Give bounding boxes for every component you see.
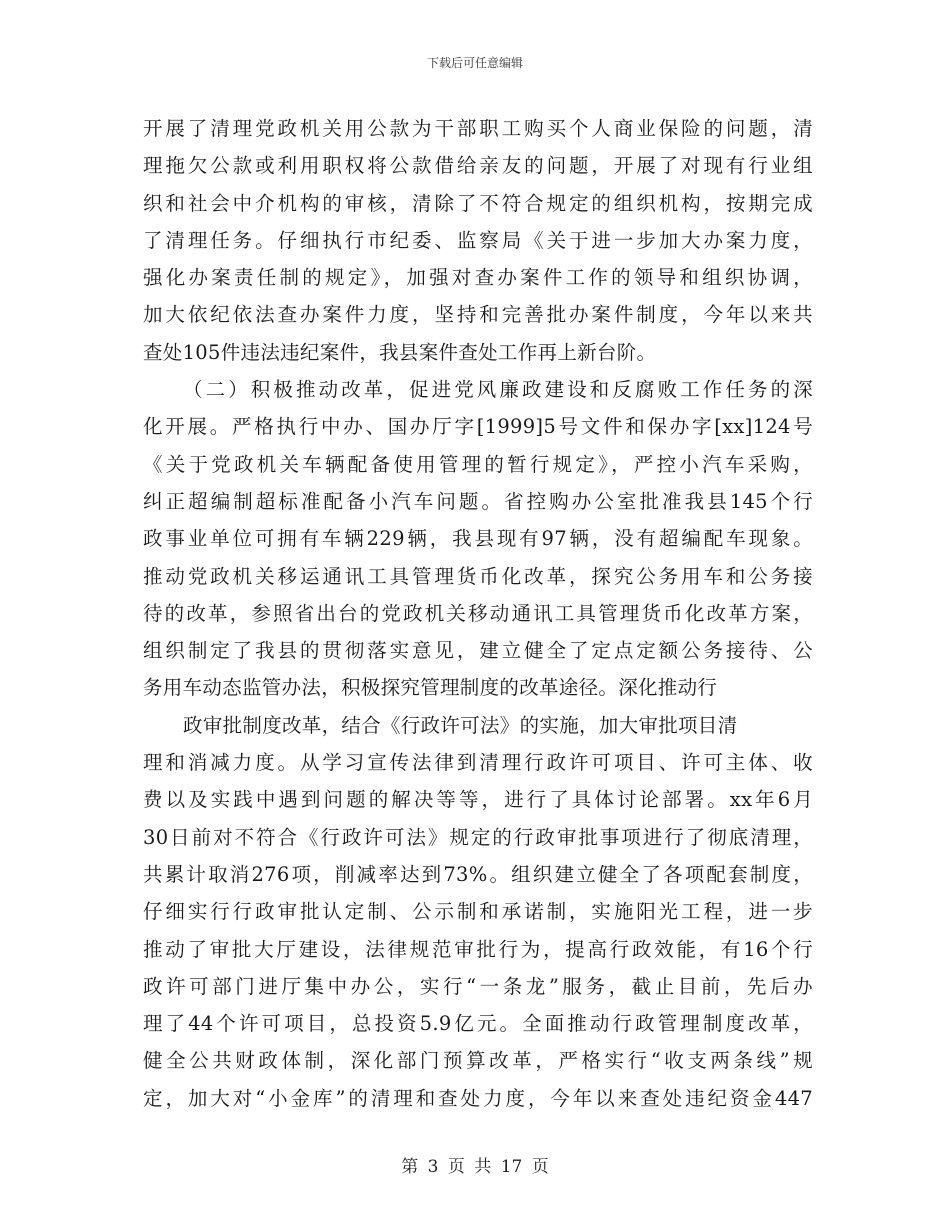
page-number-footer: 第 3 页 共 17 页 bbox=[401, 1157, 549, 1177]
text-line: （二）积极推动改革，促进党风廉政建设和反腐败工作任务的深 bbox=[183, 378, 813, 402]
text-line: 理和消减力度。从学习宣传法律到清理行政许可项目、许可主体、收 bbox=[143, 751, 813, 775]
text-line: 政事业单位可拥有车辆229辆，我县现有97辆，没有超编配车现象。 bbox=[143, 527, 813, 551]
text-line: 开展了清理党政机关用公款为干部职工购买个人商业保险的问题，清 bbox=[143, 117, 813, 140]
text-line: 仔细实行行政审批认定制、公示制和承诺制，实施阳光工程，进一步 bbox=[143, 900, 813, 924]
text-line: 待的改革，参照省出台的党政机关移动通讯工具管理货币化改革方案， bbox=[143, 601, 813, 625]
text-line: 查处105件违法违纪案件，我县案件查处工作再上新台阶。 bbox=[143, 340, 657, 364]
text-line: 《关于党政机关车辆配备使用管理的暂行规定》，严控小汽车采购， bbox=[143, 452, 813, 476]
text-line: 理了44个许可项目，总投资5.9亿元。全面推动行政管理制度改革， bbox=[143, 1012, 813, 1036]
text-line: 健全公共财政体制，深化部门预算改革，严格实行“收支两条线”规 bbox=[143, 1049, 813, 1073]
text-line: 理拖欠公款或利用职权将公款借给亲友的问题，开展了对现有行业组 bbox=[143, 154, 813, 178]
text-line: 定，加大对“小金库”的清理和查处力度，今年以来查处违纪资金447 bbox=[143, 1086, 813, 1110]
page-header: 下载后可任意编辑 bbox=[426, 56, 523, 70]
text-line: 纠正超编制超标准配备小汽车问题。省控购办公室批准我县145个行 bbox=[143, 489, 813, 513]
text-line: 组织制定了我县的贯彻落实意见，建立健全了定点定额公务接待、公 bbox=[143, 639, 813, 663]
text-line: 30日前对不符合《行政许可法》规定的行政审批事项进行了彻底清理， bbox=[143, 825, 813, 849]
text-line: 强化办案责任制的规定》，加强对查办案件工作的领导和组织协调， bbox=[143, 266, 813, 290]
document-body bbox=[143, 110, 813, 1117]
text-line: 织和社会中介机构的审核，清除了不符合规定的组织机构，按期完成 bbox=[143, 191, 813, 215]
text-line: 化开展。严格执行中办、国办厅字[1999]5号文件和保办字[xx]124号 bbox=[143, 415, 813, 439]
text-line: 推动党政机关移运通讯工具管理货币化改革，探究公务用车和公务接 bbox=[143, 564, 813, 588]
text-line: 费以及实践中遇到问题的解决等等，进行了具体讨论部署。xx年6月 bbox=[143, 788, 813, 812]
text-line: 政许可部门进厅集中办公，实行“一条龙”服务，截止目前，先后办 bbox=[143, 974, 813, 998]
text-line: 政审批制度改革，结合《行政许可法》的实施，加大审批项目清 bbox=[183, 713, 738, 737]
text-line: 共累计取消276项，削减率达到73%。组织建立健全了各项配套制度， bbox=[143, 862, 813, 886]
text-line: 推动了审批大厅建设，法律规范审批行为，提高行政效能，有16个行 bbox=[143, 937, 813, 961]
text-line: 务用车动态监管办法，积极探究管理制度的改革途径。深化推动行 bbox=[143, 676, 718, 700]
text-line: 加大依纪依法查办案件力度，坚持和完善批办案件制度，今年以来共 bbox=[143, 303, 813, 327]
text-line: 了清理任务。仔细执行市纪委、监察局《关于进一步加大办案力度， bbox=[143, 228, 813, 252]
